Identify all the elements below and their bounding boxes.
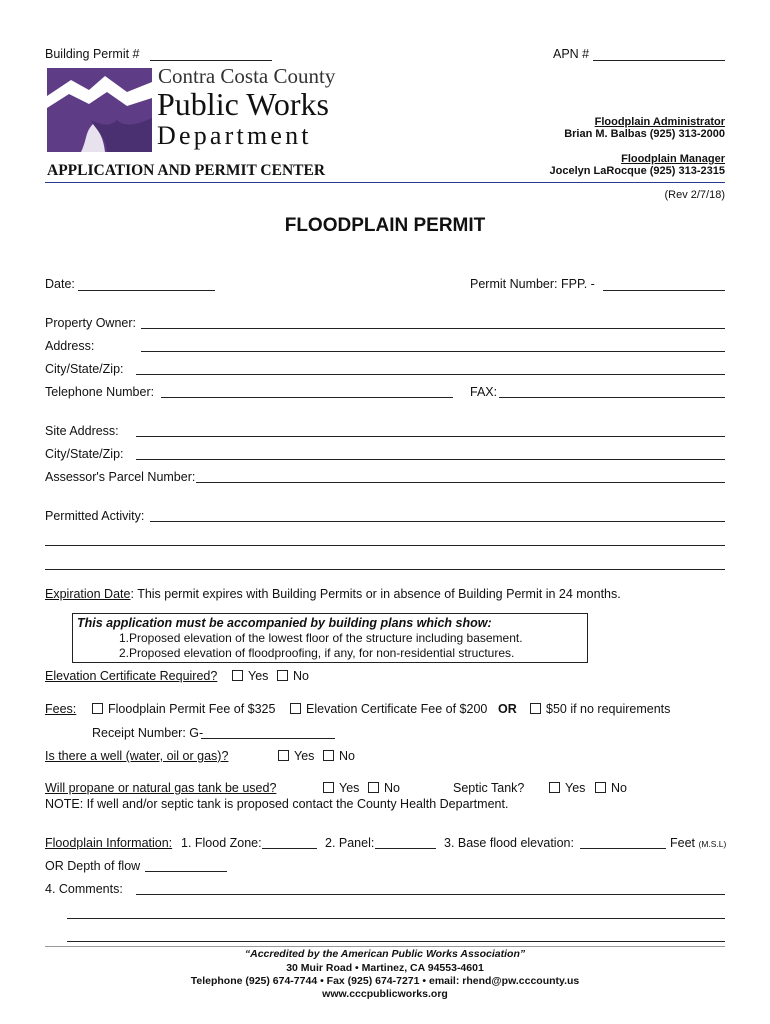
date-label: Date: bbox=[45, 277, 75, 291]
checkbox-icon[interactable] bbox=[232, 670, 243, 681]
checkbox-icon[interactable] bbox=[92, 703, 103, 714]
feet-label: Feet (M.S.L) bbox=[670, 836, 727, 850]
property-owner-field[interactable] bbox=[141, 328, 725, 329]
plans-item2: 2.Proposed elevation of floodproofing, if any, for non-residential structures. bbox=[119, 646, 515, 660]
flood-zone-field[interactable] bbox=[262, 848, 317, 849]
site-city-state-zip-label: City/State/Zip: bbox=[45, 447, 124, 461]
telephone-label: Telephone Number: bbox=[45, 385, 155, 399]
well-no[interactable]: No bbox=[323, 749, 355, 763]
permitted-activity-label: Permitted Activity: bbox=[45, 509, 145, 523]
city-state-zip-label: City/State/Zip: bbox=[45, 362, 124, 376]
county-logo bbox=[47, 68, 152, 152]
septic-yes[interactable]: Yes bbox=[549, 781, 585, 795]
checkbox-icon[interactable] bbox=[368, 782, 379, 793]
fax-label: FAX: bbox=[470, 385, 498, 399]
depth-field[interactable] bbox=[145, 871, 227, 872]
footer-contact: Telephone (925) 674-7744 • Fax (925) 674-7271 • email: rhend@pw.cccounty.us bbox=[190, 975, 580, 987]
admin-name: Brian M. Balbas (925) 313-2000 bbox=[564, 128, 725, 140]
expiration-row bbox=[45, 587, 621, 601]
center-name: APPLICATION AND PERMIT CENTER bbox=[47, 162, 326, 179]
checkbox-icon[interactable] bbox=[290, 703, 301, 714]
plans-item1: 1.Proposed elevation of the lowest floor of the structure including basement. bbox=[119, 631, 523, 645]
fee-floodplain[interactable]: Floodplain Permit Fee of $325 bbox=[92, 702, 275, 716]
dept-line2: Department bbox=[157, 121, 312, 150]
septic-label: Septic Tank? bbox=[453, 781, 525, 795]
assessor-field[interactable] bbox=[196, 482, 725, 483]
site-city-state-zip-field[interactable] bbox=[136, 459, 725, 460]
footer-website[interactable]: www.cccpublicworks.org bbox=[322, 988, 448, 1000]
comments-line2[interactable] bbox=[67, 918, 725, 919]
revision: (Rev 2/7/18) bbox=[664, 189, 725, 201]
footer-address: 30 Muir Road • Martinez, CA 94553-4601 bbox=[286, 962, 484, 974]
admin-title: Floodplain Administrator bbox=[594, 116, 725, 128]
expiration-text: : This permit expires with Building Permits or in absence of Building Permit in 24 months. bbox=[130, 587, 621, 601]
panel-field[interactable] bbox=[375, 848, 436, 849]
floodplain-info-label: Floodplain Information: bbox=[45, 836, 173, 850]
property-owner-label: Property Owner: bbox=[45, 316, 137, 330]
footer-rule bbox=[45, 946, 725, 947]
apn-label: APN # bbox=[553, 47, 590, 61]
apn-field[interactable] bbox=[593, 60, 725, 61]
dept-line1: Public Works bbox=[157, 86, 329, 122]
permit-number-label: Permit Number: FPP. - bbox=[470, 277, 595, 291]
fee-elevation[interactable]: Elevation Certificate Fee of $200 bbox=[290, 702, 487, 716]
site-address-label: Site Address: bbox=[45, 424, 119, 438]
depth-label: OR Depth of flow bbox=[45, 859, 141, 873]
elev-cert-yes[interactable]: Yes bbox=[232, 669, 268, 683]
county-name: Contra Costa County bbox=[158, 64, 336, 88]
comments-field[interactable] bbox=[136, 894, 725, 895]
plans-heading: This application must be accompanied by building plans which show: bbox=[77, 616, 492, 630]
permitted-activity-line2[interactable] bbox=[45, 545, 725, 546]
flood-zone-label: 1. Flood Zone: bbox=[181, 836, 262, 850]
fees-label: Fees: bbox=[45, 702, 77, 716]
permitted-activity-line3[interactable] bbox=[45, 569, 725, 570]
address-field[interactable] bbox=[141, 351, 725, 352]
manager-title: Floodplain Manager bbox=[621, 153, 725, 165]
propane-label: Will propane or natural gas tank be used? bbox=[45, 781, 277, 795]
expiration-label: Expiration Date bbox=[45, 587, 131, 601]
date-field[interactable] bbox=[78, 290, 215, 291]
city-state-zip-field[interactable] bbox=[136, 374, 725, 375]
fee-or: OR bbox=[498, 702, 517, 716]
well-yes[interactable]: Yes bbox=[278, 749, 314, 763]
receipt-label: Receipt Number: G- bbox=[92, 726, 204, 740]
base-flood-label: 3. Base flood elevation: bbox=[444, 836, 574, 850]
health-note: NOTE: If well and/or septic tank is proposed contact the County Health Department. bbox=[45, 797, 509, 811]
propane-yes[interactable]: Yes bbox=[323, 781, 359, 795]
elev-cert-no[interactable]: No bbox=[277, 669, 309, 683]
site-address-field[interactable] bbox=[136, 436, 725, 437]
well-label: Is there a well (water, oil or gas)? bbox=[45, 749, 229, 763]
assessor-label: Assessor's Parcel Number: bbox=[45, 470, 196, 484]
checkbox-icon[interactable] bbox=[549, 782, 560, 793]
comments-line3[interactable] bbox=[67, 941, 725, 942]
septic-no[interactable]: No bbox=[595, 781, 627, 795]
footer-accredited: “Accredited by the American Public Works Association” bbox=[244, 948, 526, 960]
telephone-field[interactable] bbox=[161, 397, 453, 398]
checkbox-icon[interactable] bbox=[595, 782, 606, 793]
base-flood-field[interactable] bbox=[580, 848, 666, 849]
checkbox-icon[interactable] bbox=[530, 703, 541, 714]
checkbox-icon[interactable] bbox=[278, 750, 289, 761]
receipt-field[interactable] bbox=[201, 738, 335, 739]
fax-field[interactable] bbox=[499, 397, 725, 398]
building-permit-label: Building Permit # bbox=[45, 47, 140, 61]
permit-number-field[interactable] bbox=[603, 290, 725, 291]
plans-box bbox=[72, 613, 588, 663]
propane-no[interactable]: No bbox=[368, 781, 400, 795]
panel-label: 2. Panel: bbox=[325, 836, 375, 850]
msl-label: (M.S.L) bbox=[698, 839, 727, 849]
manager-name: Jocelyn LaRocque (925) 313-2315 bbox=[549, 165, 725, 177]
checkbox-icon[interactable] bbox=[323, 750, 334, 761]
permitted-activity-field[interactable] bbox=[150, 521, 725, 522]
checkbox-icon[interactable] bbox=[277, 670, 288, 681]
header-rule bbox=[45, 182, 725, 183]
checkbox-icon[interactable] bbox=[323, 782, 334, 793]
form-title: FLOODPLAIN PERMIT bbox=[284, 215, 486, 236]
comments-label: 4. Comments: bbox=[45, 882, 123, 896]
elev-cert-label: Elevation Certificate Required? bbox=[45, 669, 218, 683]
building-permit-field[interactable] bbox=[150, 60, 272, 61]
address-label: Address: bbox=[45, 339, 95, 353]
fee-no-requirements[interactable]: $50 if no requirements bbox=[530, 702, 670, 716]
